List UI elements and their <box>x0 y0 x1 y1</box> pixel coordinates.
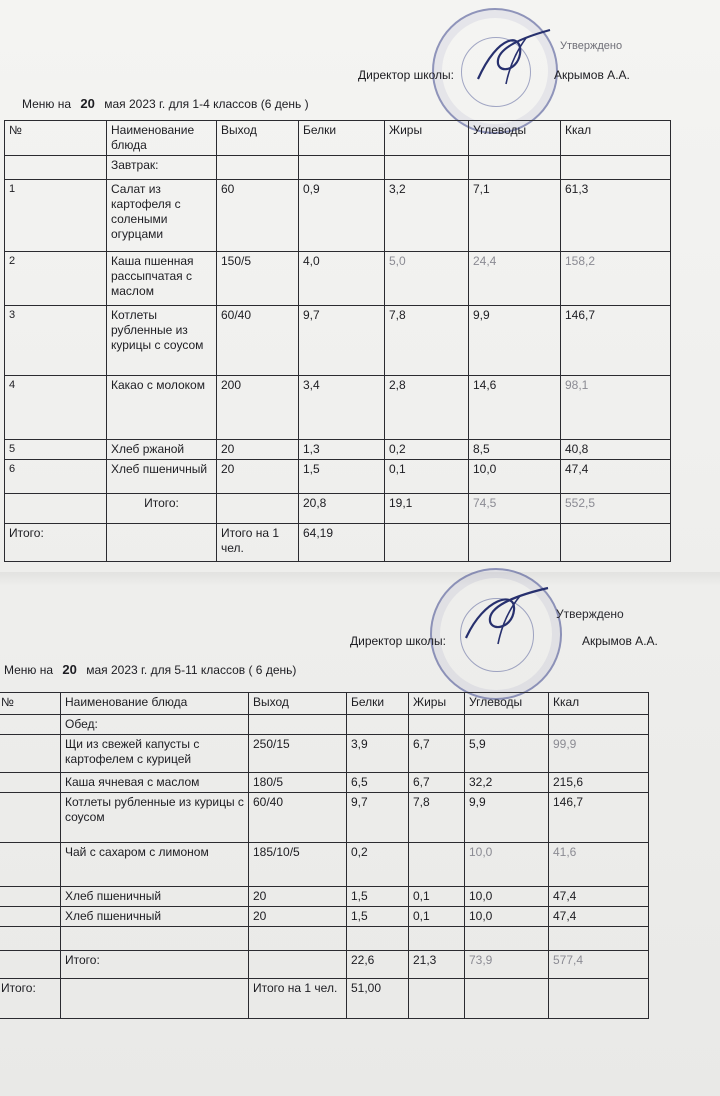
approved-label-top: Утверждено <box>560 40 623 52</box>
menu-title-bottom: Меню на 20 мая 2023 г. для 5-11 классов ( 6 день) <box>4 662 297 677</box>
table-row: 2 Каша пшенная рассыпчатая с маслом 150/5 4,0 5,0 24,4 158,2 <box>5 252 671 306</box>
director-name: Акрымов А.А. <box>582 634 658 648</box>
per-person-label: Итого на 1 чел. <box>249 979 347 1019</box>
section-row <box>0 715 649 735</box>
total-label: Итого: <box>107 494 217 524</box>
table-row: Хлеб пшеничный 20 1,5 0,1 10,0 47,4 <box>0 887 649 907</box>
total-label: Итого: <box>61 951 249 979</box>
table-row-empty <box>0 927 649 951</box>
table-row: Щи из свежей капусты с картофелем с курицей 250/15 3,9 6,7 5,9 99,9 <box>0 735 649 773</box>
director-line-top <box>358 68 630 82</box>
table-row: Каша ячневая с маслом 180/5 6,5 6,7 32,2 215,6 <box>0 773 649 793</box>
signature-top-icon <box>468 24 558 94</box>
table-row: Хлеб пшеничный 20 1,5 0,1 10,0 47,4 <box>0 907 649 927</box>
header-kcal: Ккал <box>561 121 671 156</box>
table-row: Котлеты рубленные из курицы с соусом 60/40 9,7 7,8 9,9 146,7 <box>0 793 649 843</box>
table-row: Чай с сахаром с лимоном 185/10/5 0,2 10,0 41,6 <box>0 843 649 887</box>
per-person-value: 64,19 <box>299 524 385 562</box>
table-header-row <box>5 121 671 156</box>
total-row: Итого: 20,8 19,1 74,5 552,5 <box>5 494 671 524</box>
section-label: Завтрак: <box>107 156 217 180</box>
per-person-row <box>0 979 649 1019</box>
director-label: Директор школы: <box>358 68 454 82</box>
director-name: Акрымов А.А. <box>554 68 630 82</box>
header-carbs: Углеводы <box>469 121 561 156</box>
header-out: Выход <box>217 121 299 156</box>
header-carbs: Углеводы <box>465 693 549 715</box>
menu-title-top: Меню на 20 мая 2023 г. для 1-4 классов (6 день ) <box>22 96 309 111</box>
menu-table-bottom <box>0 692 649 1019</box>
per-person-value: 51,00 <box>347 979 409 1019</box>
table-row: 6 Хлеб пшеничный 20 1,5 0,1 10,0 47,4 <box>5 460 671 494</box>
header-protein: Белки <box>299 121 385 156</box>
table-row: 5 Хлеб ржаной 20 1,3 0,2 8,5 40,8 <box>5 440 671 460</box>
header-fat: Жиры <box>385 121 469 156</box>
header-num: № <box>0 693 61 715</box>
section-label: Обед: <box>61 715 249 735</box>
signature-bottom-icon <box>458 580 554 652</box>
header-out: Выход <box>249 693 347 715</box>
header-protein: Белки <box>347 693 409 715</box>
paper-fold <box>0 572 720 586</box>
header-num: № <box>5 121 107 156</box>
table-row: 4 Какао с молоком 200 3,4 2,8 14,6 98,1 <box>5 376 671 440</box>
director-line-bottom <box>350 634 658 648</box>
table-row: 1 Салат из картофеля с солеными огурцами 60 0,9 3,2 7,1 61,3 <box>5 180 671 252</box>
header-name: Наименование блюда <box>61 693 249 715</box>
director-label: Директор школы: <box>350 634 446 648</box>
per-person-row <box>5 524 671 562</box>
menu-table-top <box>4 120 671 562</box>
header-fat: Жиры <box>409 693 465 715</box>
table-header-row <box>0 693 649 715</box>
table-row: 3 Котлеты рубленные из курицы с соусом 60/40 9,7 7,8 9,9 146,7 <box>5 306 671 376</box>
section-row <box>5 156 671 180</box>
total-row: Итого: 22,6 21,3 73,9 577,4 <box>0 951 649 979</box>
header-name: Наименование блюда <box>107 121 217 156</box>
footer-label: Итого: <box>0 979 61 1019</box>
footer-label: Итого: <box>5 524 107 562</box>
per-person-label: Итого на 1 чел. <box>217 524 299 562</box>
header-kcal: Ккал <box>549 693 649 715</box>
approved-label-bottom: Утверждено <box>556 607 624 621</box>
